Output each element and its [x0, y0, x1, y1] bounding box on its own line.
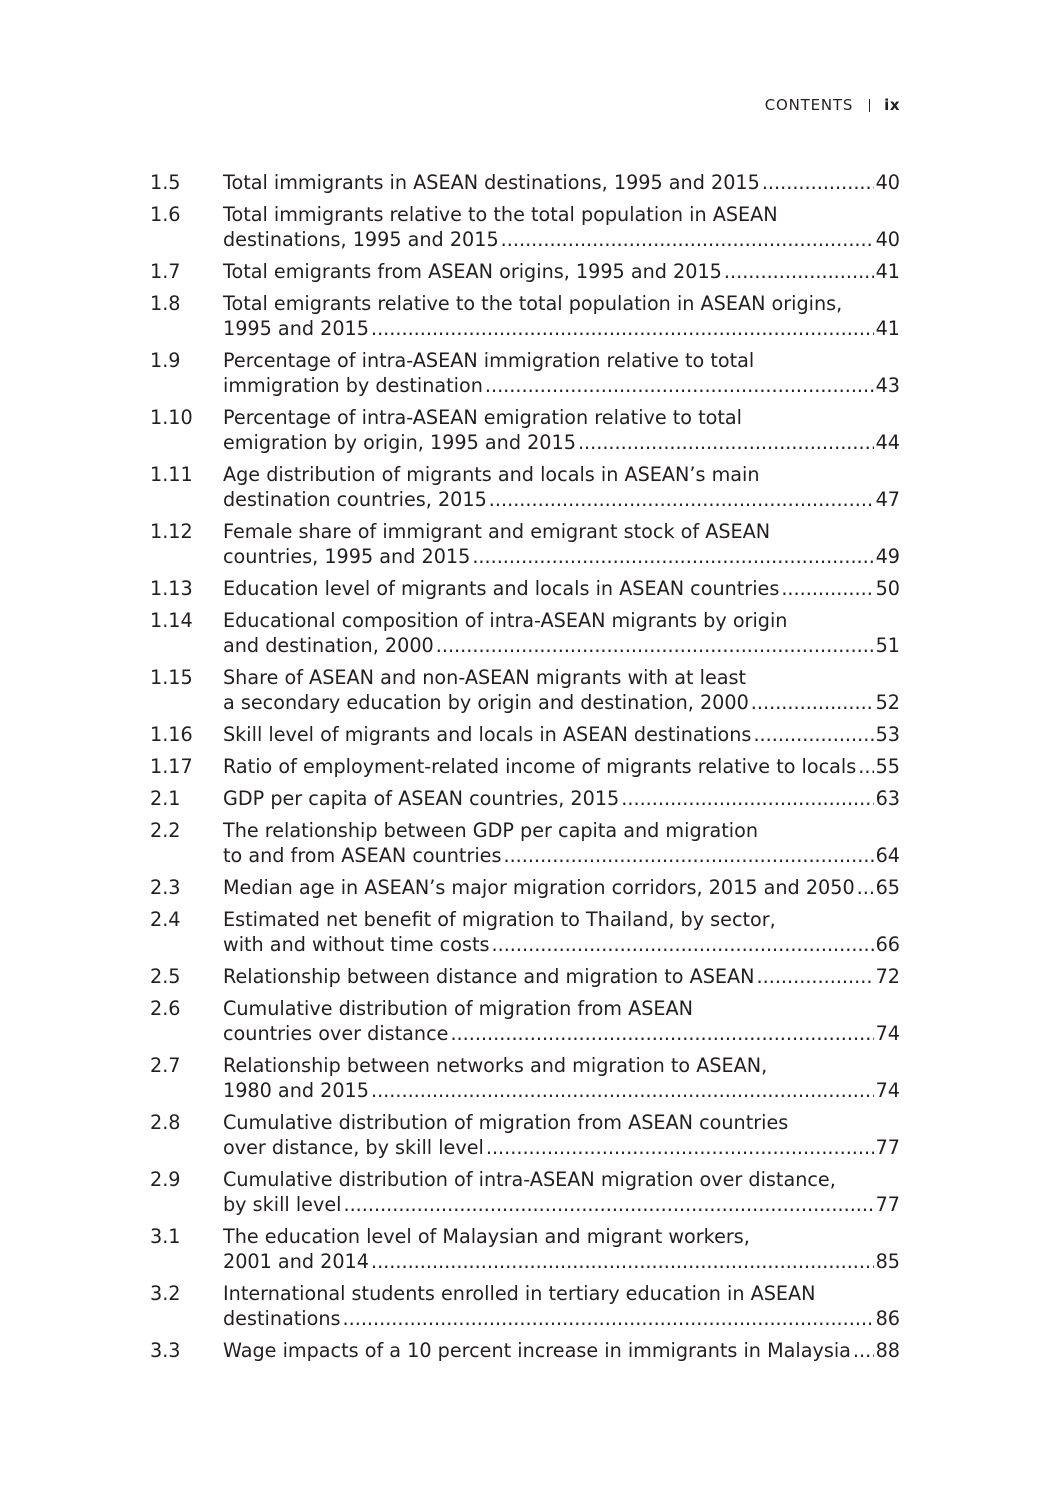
toc-entry-page: 88 — [875, 1339, 900, 1362]
toc-entry-number: 1.17 — [150, 755, 193, 778]
toc-entry-body — [223, 462, 900, 512]
toc-entry-title-line: Total immigrants in ASEAN destinations, 1995 and 2015 — [223, 171, 760, 194]
toc-entry-number: 1.15 — [150, 666, 193, 689]
dot-leader — [485, 373, 874, 398]
toc-entry-body — [223, 259, 900, 284]
toc-entry-title-line: Relationship between networks and migration to ASEAN, — [223, 1054, 768, 1077]
toc-entry-number: 2.2 — [150, 819, 181, 842]
toc-entry-number: 3.3 — [150, 1339, 181, 1362]
toc-entry-page: 74 — [875, 1079, 900, 1102]
toc-entry-last-line — [223, 690, 900, 715]
toc-entry-title-line: 2001 and 2014 — [223, 1250, 369, 1273]
toc-entry — [150, 1110, 900, 1160]
toc-entry-last-line — [223, 1306, 900, 1331]
toc-entry-last-line — [223, 1135, 900, 1160]
toc-entry-title-line: over distance, by skill level — [223, 1136, 484, 1159]
toc-entry-page: 47 — [875, 488, 900, 511]
dot-leader — [371, 1078, 874, 1103]
toc-entry — [150, 754, 900, 779]
toc-entry-body — [223, 818, 900, 868]
dot-leader — [757, 964, 874, 989]
toc-entry-number: 2.7 — [150, 1054, 181, 1077]
dot-leader — [450, 1021, 873, 1046]
running-head-section: CONTENTS — [764, 96, 854, 114]
toc-entry-number: 1.13 — [150, 577, 193, 600]
toc-entry — [150, 818, 900, 868]
toc-entry-title-line: Median age in ASEAN’s major migration corridors, 2015 and 2050 — [223, 876, 855, 899]
toc-entry-number: 1.7 — [150, 260, 181, 283]
toc-entry-body — [223, 665, 900, 715]
toc-entry-title-line: Ratio of employment-related income of migrants relative to locals — [223, 755, 857, 778]
toc-entry-last-line — [223, 633, 900, 658]
toc-entry-last-line — [223, 754, 900, 779]
toc-entry-number: 1.16 — [150, 723, 193, 746]
toc-entry-last-line — [223, 1192, 900, 1217]
toc-entry — [150, 996, 900, 1046]
toc-entry-page: 77 — [875, 1136, 900, 1159]
toc-entry — [150, 519, 900, 569]
toc-entry-title-line: immigration by destination — [223, 374, 483, 397]
dot-leader — [724, 259, 874, 284]
toc-entry — [150, 1224, 900, 1274]
toc-entry-body — [223, 907, 900, 957]
dot-leader — [857, 875, 874, 900]
toc-entry-last-line — [223, 487, 900, 512]
toc-entry-number: 2.3 — [150, 876, 181, 899]
toc-list — [150, 170, 900, 1370]
toc-entry-page: 66 — [875, 933, 900, 956]
toc-entry-title-line: Education level of migrants and locals in ASEAN countries — [223, 577, 780, 600]
toc-entry-page: 41 — [875, 317, 900, 340]
toc-entry-number: 2.8 — [150, 1111, 181, 1134]
toc-entry-number: 2.4 — [150, 908, 181, 931]
toc-entry-page: 86 — [875, 1307, 900, 1330]
dot-leader — [751, 690, 874, 715]
toc-entry-number: 1.11 — [150, 463, 193, 486]
toc-entry-number: 3.1 — [150, 1225, 181, 1248]
toc-entry-title-line: Percentage of intra-ASEAN immigration relative to total — [223, 349, 755, 372]
running-head — [765, 96, 900, 114]
toc-entry-body — [223, 875, 900, 900]
toc-entry-title-line: destinations — [223, 1307, 341, 1330]
toc-entry-last-line — [223, 722, 900, 747]
toc-entry-title-line: Educational composition of intra-ASEAN migrants by origin — [223, 609, 788, 632]
toc-entry-title-line: destination countries, 2015 — [223, 488, 487, 511]
toc-entry-page: 40 — [875, 228, 900, 251]
dot-leader — [501, 227, 874, 252]
dot-leader — [503, 843, 873, 868]
toc-entry — [150, 665, 900, 715]
dot-leader — [371, 316, 874, 341]
toc-entry-last-line — [223, 964, 900, 989]
toc-entry-page: 52 — [875, 691, 900, 714]
toc-entry-number: 1.10 — [150, 406, 193, 429]
dot-leader — [436, 633, 874, 658]
toc-entry-number: 1.14 — [150, 609, 193, 632]
dot-leader — [621, 786, 873, 811]
toc-entry — [150, 1281, 900, 1331]
toc-entry-last-line — [223, 259, 900, 284]
toc-entry-title-line: Age distribution of migrants and locals in ASEAN’s main — [223, 463, 760, 486]
toc-entry-title-line: and destination, 2000 — [223, 634, 434, 657]
toc-entry — [150, 875, 900, 900]
toc-entry-page: 41 — [875, 260, 900, 283]
toc-entry — [150, 348, 900, 398]
toc-entry-title-line: The education level of Malaysian and migrant workers, — [223, 1225, 750, 1248]
toc-entry-page: 65 — [875, 876, 900, 899]
toc-entry-body — [223, 405, 900, 455]
toc-entry-last-line — [223, 1021, 900, 1046]
toc-entry-title-line: a secondary education by origin and destination, 2000 — [223, 691, 749, 714]
dot-leader — [492, 932, 874, 957]
toc-entry-number: 1.9 — [150, 349, 181, 372]
toc-entry-page: 40 — [875, 171, 900, 194]
dot-leader — [489, 487, 874, 512]
toc-entry-title-line: The relationship between GDP per capita and migration — [223, 819, 759, 842]
running-head-separator — [869, 99, 870, 112]
toc-entry-number: 1.6 — [150, 203, 181, 226]
toc-entry — [150, 786, 900, 811]
toc-entry-body — [223, 348, 900, 398]
toc-entry-title-line: Share of ASEAN and non-ASEAN migrants with at least — [223, 666, 747, 689]
toc-entry-page: 63 — [875, 787, 900, 810]
toc-entry-title-line: Total emigrants from ASEAN origins, 1995 and 2015 — [223, 260, 722, 283]
toc-entry-page: 51 — [875, 634, 900, 657]
toc-entry-title-line: countries, 1995 and 2015 — [223, 545, 471, 568]
toc-entry-title-line: to and from ASEAN countries — [223, 844, 502, 867]
toc-entry-body — [223, 1053, 900, 1103]
toc-entry-last-line — [223, 1249, 900, 1274]
dot-leader — [578, 430, 874, 455]
toc-entry — [150, 1338, 900, 1363]
toc-entry-last-line — [223, 544, 900, 569]
toc-entry-title-line: by skill level — [223, 1193, 342, 1216]
dot-leader — [858, 754, 873, 779]
toc-entry — [150, 722, 900, 747]
toc-entry-body — [223, 1338, 900, 1363]
toc-entry-last-line — [223, 316, 900, 341]
dot-leader — [762, 170, 874, 195]
toc-entry-number: 2.9 — [150, 1168, 181, 1191]
toc-entry — [150, 405, 900, 455]
toc-entry — [150, 202, 900, 252]
toc-entry-title-line: Skill level of migrants and locals in ASEAN destinations — [223, 723, 752, 746]
toc-entry-body — [223, 964, 900, 989]
toc-entry-body — [223, 170, 900, 195]
toc-entry-body — [223, 722, 900, 747]
toc-entry — [150, 462, 900, 512]
dot-leader — [853, 1338, 874, 1363]
toc-entry-title-line: Percentage of intra-ASEAN emigration relative to total — [223, 406, 743, 429]
toc-entry-title-line: destinations, 1995 and 2015 — [223, 228, 499, 251]
toc-entry-title-line: Female share of immigrant and emigrant stock of ASEAN — [223, 520, 771, 543]
toc-entry-body — [223, 1167, 900, 1217]
toc-entry-last-line — [223, 170, 900, 195]
toc-entry-body — [223, 291, 900, 341]
toc-entry — [150, 907, 900, 957]
dot-leader — [753, 722, 873, 747]
toc-entry-page: 53 — [875, 723, 900, 746]
toc-entry-title-line: emigration by origin, 1995 and 2015 — [223, 431, 576, 454]
toc-entry — [150, 964, 900, 989]
toc-entry-body — [223, 1224, 900, 1274]
toc-entry-page: 44 — [875, 431, 900, 454]
toc-entry-number: 1.12 — [150, 520, 193, 543]
toc-entry-last-line — [223, 932, 900, 957]
toc-entry — [150, 576, 900, 601]
dot-leader — [343, 1192, 873, 1217]
toc-entry-last-line — [223, 227, 900, 252]
toc-entry-last-line — [223, 1078, 900, 1103]
toc-entry — [150, 1053, 900, 1103]
toc-entry-body — [223, 576, 900, 601]
toc-entry — [150, 608, 900, 658]
toc-entry-number: 1.8 — [150, 292, 181, 315]
toc-entry-body — [223, 519, 900, 569]
toc-entry-body — [223, 1110, 900, 1160]
toc-entry-page: 49 — [875, 545, 900, 568]
toc-entry-body — [223, 996, 900, 1046]
toc-entry-title-line: Cumulative distribution of migration from ASEAN countries — [223, 1111, 789, 1134]
dot-leader — [781, 576, 873, 601]
toc-entry-page: 50 — [875, 577, 900, 600]
toc-entry-title-line: Cumulative distribution of migration from ASEAN — [223, 997, 694, 1020]
toc-entry-last-line — [223, 1338, 900, 1363]
toc-entry-title-line: Wage impacts of a 10 percent increase in immigrants in Malaysia — [223, 1339, 851, 1362]
toc-entry-body — [223, 608, 900, 658]
toc-entry-body — [223, 202, 900, 252]
toc-entry-body — [223, 786, 900, 811]
toc-entry-number: 2.1 — [150, 787, 181, 810]
toc-entry-title-line: Total emigrants relative to the total population in ASEAN origins, — [223, 292, 843, 315]
toc-entry-page: 72 — [875, 965, 900, 988]
toc-entry-last-line — [223, 843, 900, 868]
toc-entry-last-line — [223, 430, 900, 455]
toc-entry-page: 55 — [875, 755, 900, 778]
toc-entry-page: 64 — [875, 844, 900, 867]
toc-entry-title-line: GDP per capita of ASEAN countries, 2015 — [223, 787, 620, 810]
toc-entry-title-line: 1980 and 2015 — [223, 1079, 369, 1102]
toc-entry-title-line: countries over distance — [223, 1022, 449, 1045]
page-number: ix — [884, 96, 900, 114]
toc-entry — [150, 259, 900, 284]
toc-entry-last-line — [223, 875, 900, 900]
toc-entry-number: 2.6 — [150, 997, 181, 1020]
toc-entry-title-line: Cumulative distribution of intra-ASEAN migration over distance, — [223, 1168, 836, 1191]
toc-entry-page: 43 — [875, 374, 900, 397]
toc-entry-title-line: 1995 and 2015 — [223, 317, 369, 340]
toc-entry-title-line: Total immigrants relative to the total population in ASEAN — [223, 203, 778, 226]
toc-entry-title-line: Estimated net benefit of migration to Thailand, by sector, — [223, 908, 776, 931]
toc-entry-number: 2.5 — [150, 965, 181, 988]
toc-entry-page: 85 — [875, 1250, 900, 1273]
dot-leader — [343, 1306, 874, 1331]
toc-entry-body — [223, 754, 900, 779]
dot-leader — [371, 1249, 874, 1274]
dot-leader — [486, 1135, 874, 1160]
toc-entry-title-line: International students enrolled in tertiary education in ASEAN — [223, 1282, 816, 1305]
toc-entry-title-line: with and without time costs — [223, 933, 490, 956]
toc-entry-page: 74 — [875, 1022, 900, 1045]
toc-entry-page: 77 — [875, 1193, 900, 1216]
toc-entry — [150, 170, 900, 195]
toc-entry-last-line — [223, 576, 900, 601]
toc-entry-last-line — [223, 786, 900, 811]
toc-entry-body — [223, 1281, 900, 1331]
dot-leader — [472, 544, 873, 569]
toc-entry-last-line — [223, 373, 900, 398]
toc-entry — [150, 291, 900, 341]
toc-entry-title-line: Relationship between distance and migration to ASEAN — [223, 965, 755, 988]
toc-entry — [150, 1167, 900, 1217]
toc-entry-number: 3.2 — [150, 1282, 181, 1305]
toc-entry-number: 1.5 — [150, 171, 181, 194]
